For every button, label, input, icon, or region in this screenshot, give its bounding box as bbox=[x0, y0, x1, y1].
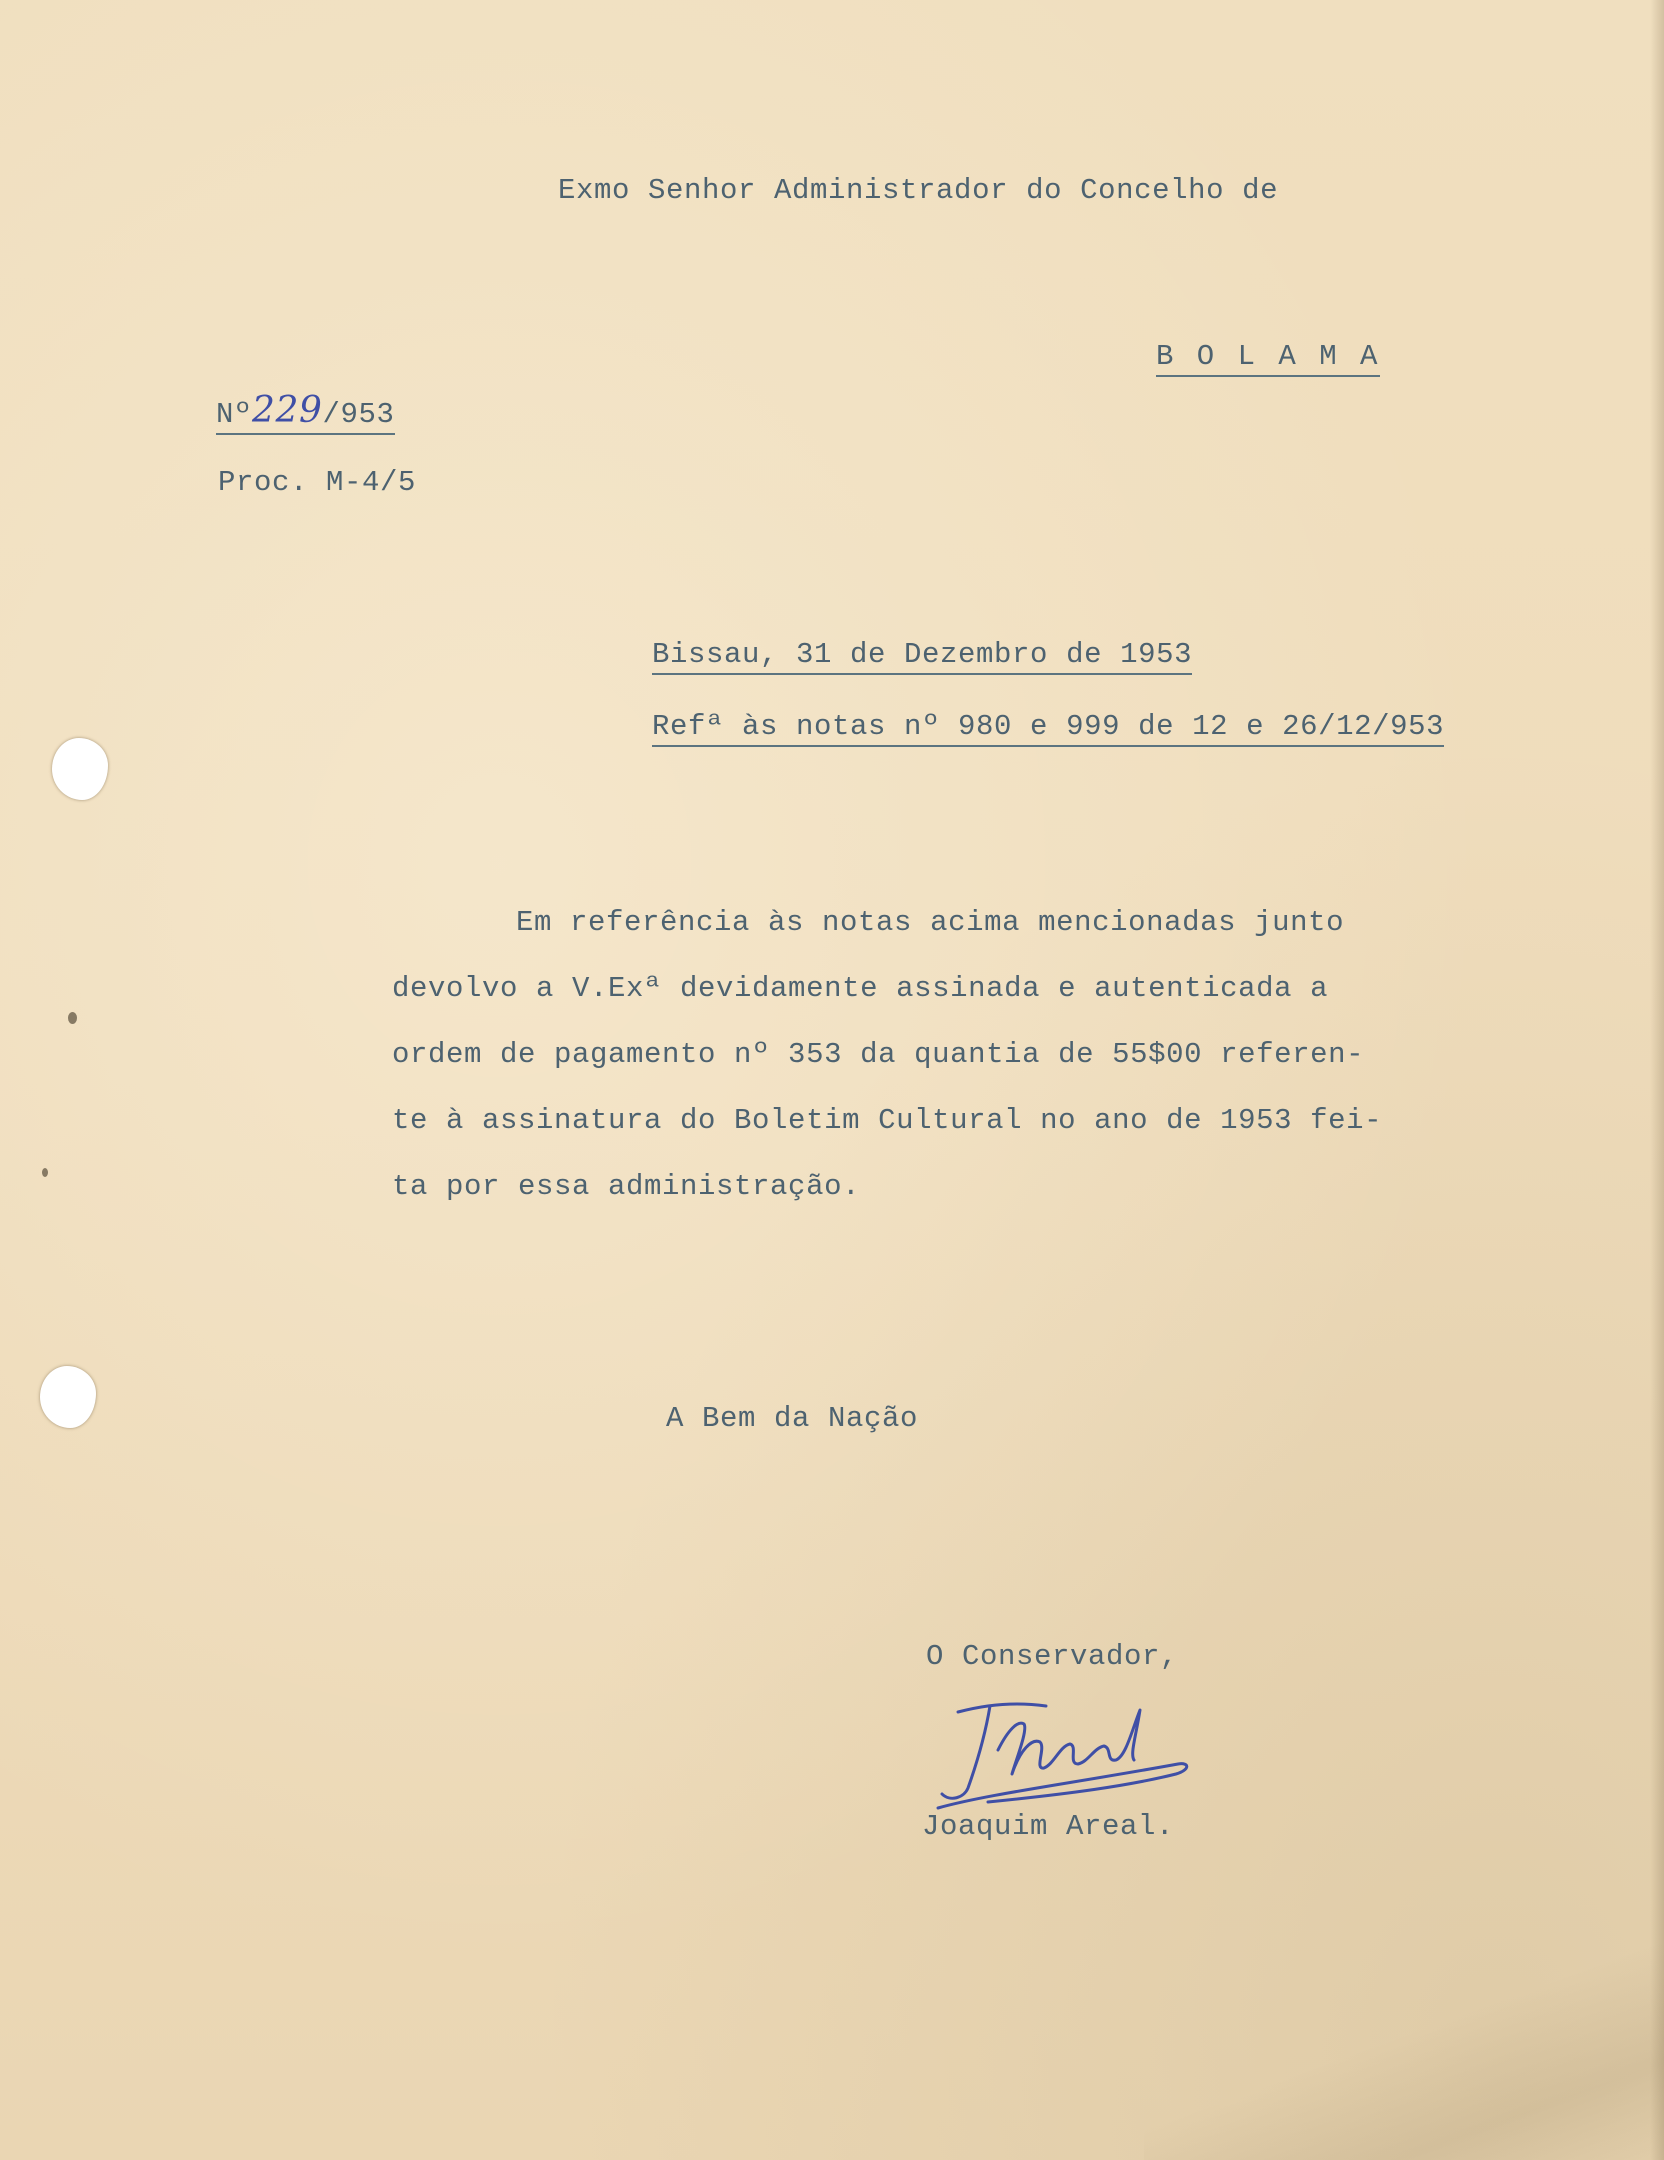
body-line-2: devolvo a V.Exª devidamente assinada e autenticada a bbox=[392, 972, 1329, 1005]
paper-fold-shadow bbox=[1144, 1860, 1664, 2160]
body-line-3: ordem de pagamento nº 353 da quantia de 55$00 referen- bbox=[392, 1038, 1365, 1071]
process-reference: Proc. M-4/5 bbox=[218, 466, 417, 499]
paper-edge-shadow bbox=[1650, 0, 1664, 2160]
document-number bbox=[216, 390, 395, 435]
addressee-line: Exmo Senhor Administrador do Concelho de bbox=[558, 174, 1279, 207]
signer-name: Joaquim Areal. bbox=[922, 1810, 1175, 1843]
paper-speck bbox=[42, 1168, 48, 1177]
number-suffix: /953 bbox=[322, 398, 395, 431]
paper-speck bbox=[68, 1012, 77, 1024]
signer-title: O Conservador, bbox=[926, 1640, 1179, 1673]
punch-hole-top bbox=[52, 738, 108, 800]
addressee-place: B O L A M A bbox=[1156, 340, 1380, 377]
reference-line: Refª às notas nº 980 e 999 de 12 e 26/12/953 bbox=[652, 710, 1444, 747]
body-line-5: ta por essa administração. bbox=[392, 1170, 861, 1203]
body-line-1: Em referência às notas acima mencionadas junto bbox=[516, 906, 1345, 939]
closing-salutation: A Bem da Nação bbox=[666, 1402, 919, 1435]
date-line: Bissau, 31 de Dezembro de 1953 bbox=[652, 638, 1192, 675]
handwritten-signature bbox=[928, 1690, 1198, 1820]
number-handwritten: 229 bbox=[252, 390, 323, 431]
punch-hole-bottom bbox=[40, 1366, 96, 1428]
body-line-4: te à assinatura do Boletim Cultural no ano de 1953 fei- bbox=[392, 1104, 1383, 1137]
number-prefix: Nº bbox=[216, 398, 253, 431]
